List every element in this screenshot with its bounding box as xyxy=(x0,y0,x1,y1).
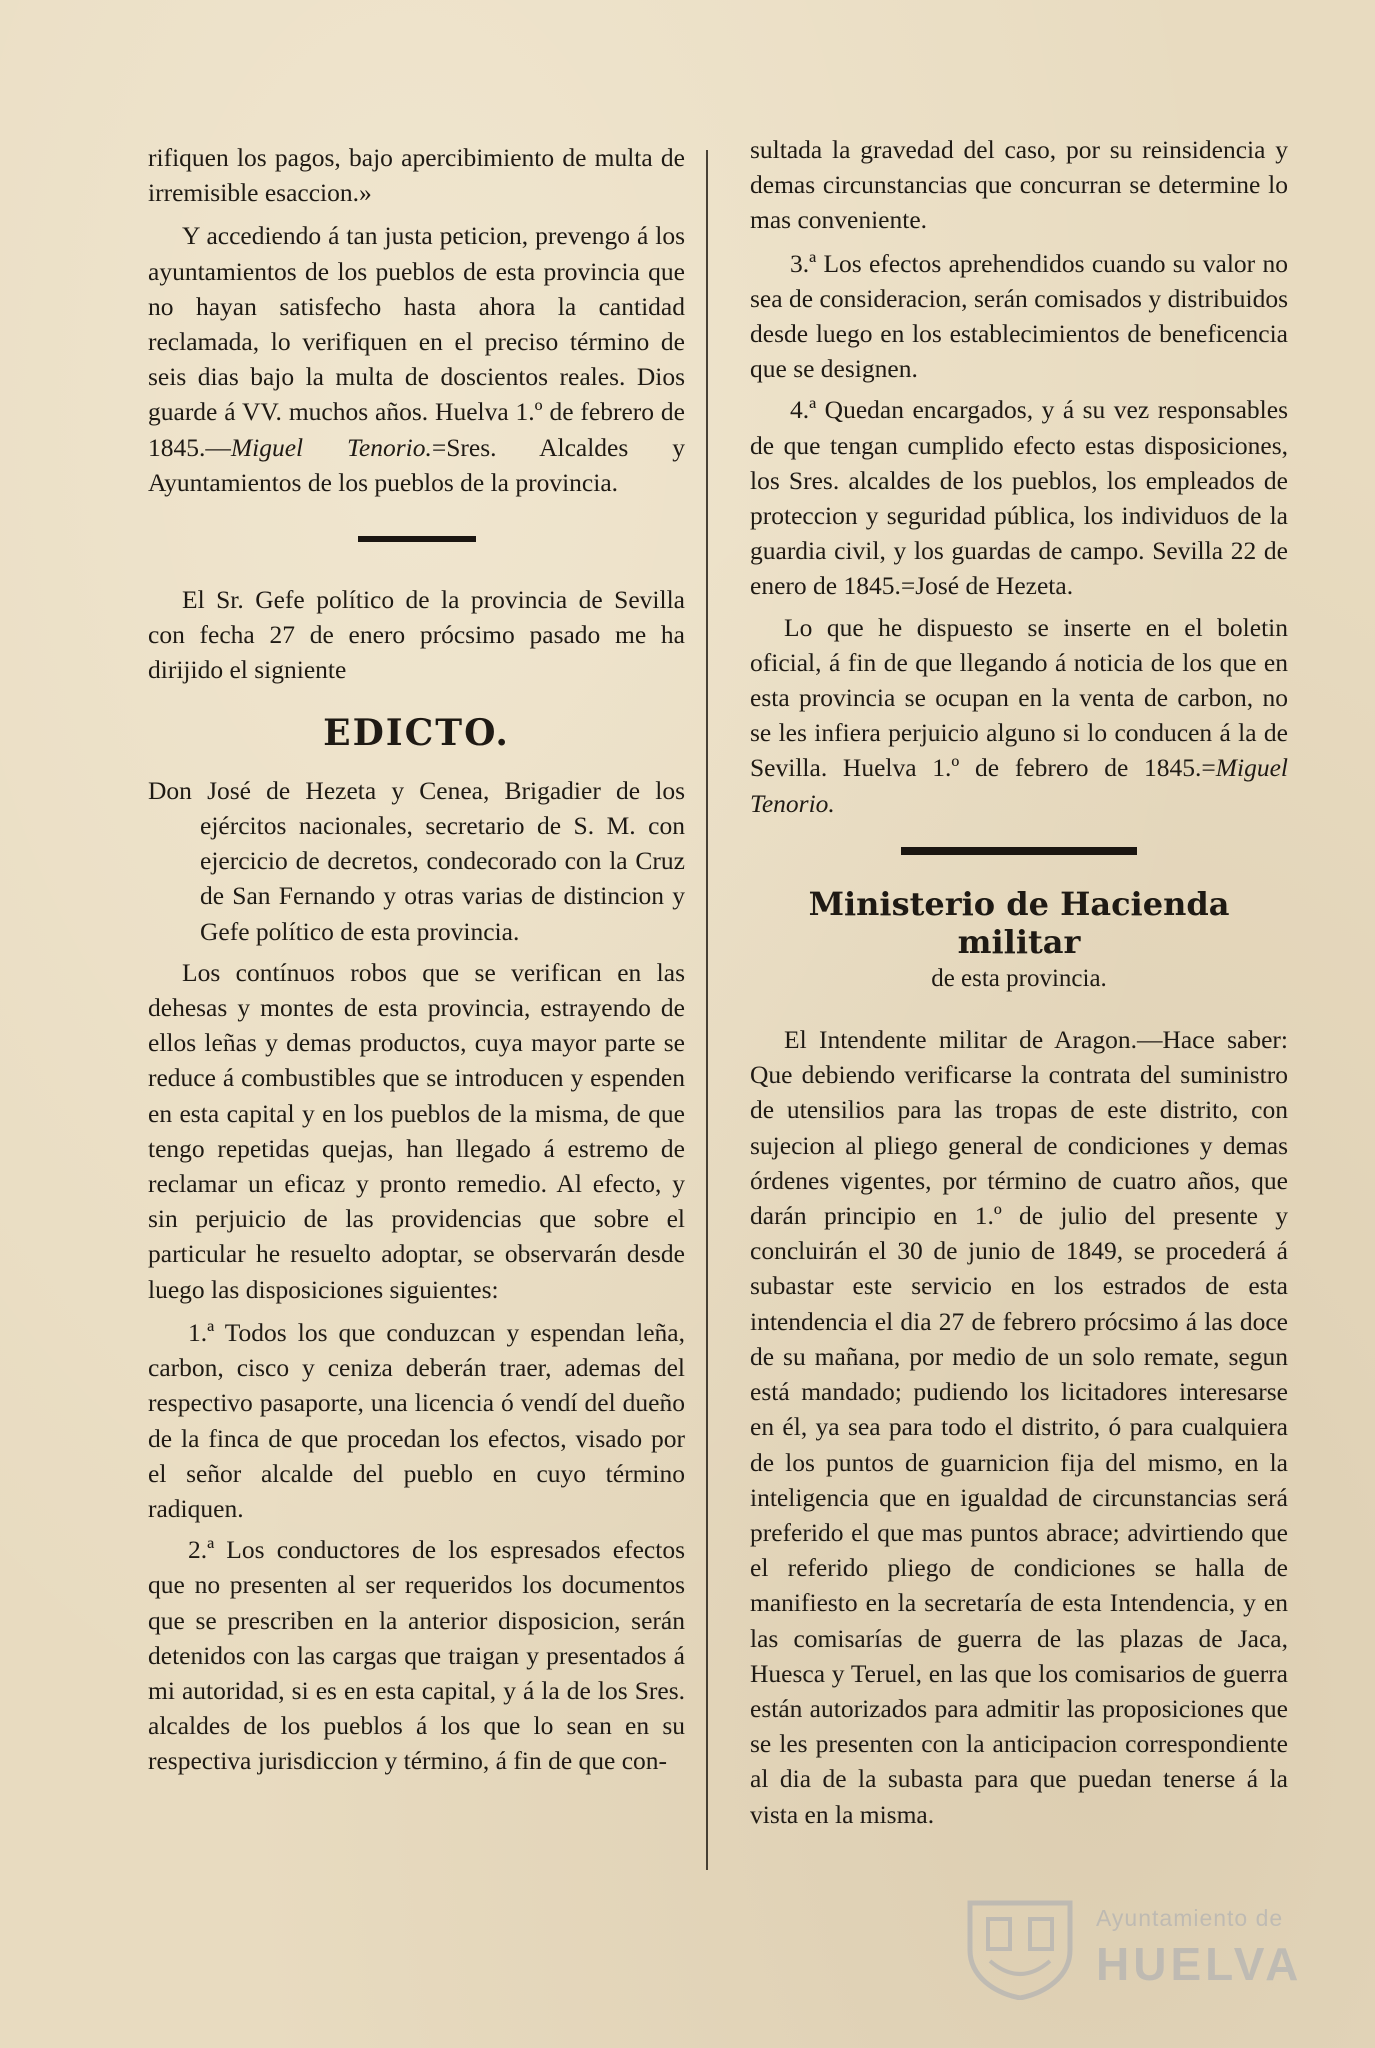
paragraph-don-jose: Don José de Hezeta y Cenea, Brigadier de los ejércitos nacionales, secretario de S. M. con ejercicio de decretos, condecorado con la Cruz de San Fernando y otras varias de distincion y Gefe político de esta provincia. xyxy=(148,775,685,946)
paragraph-robos: Los contínuos robos que se verifican en las dehesas y montes de esta provincia, estrayendo de ellos leñas y demas productos, cuya mayor parte se reduce á combustibles que se introducen y espenden en esta capital y en los pueblos de la misma, de que tengo repetidas quejas, han llegado á estremo de reclamar un eficaz y pronto remedio. Al efecto, y sin perjuicio de las providencias que sobre el particular he resuelto adoptar, se observarán desde luego las disposiciones siguientes: xyxy=(148,957,685,1304)
paragraph-boletin xyxy=(750,610,1288,821)
left-column xyxy=(148,140,685,1785)
section-divider xyxy=(358,536,476,542)
disposition-3: 3.ª Los efectos aprehendidos cuando su valor no sea de consideracion, serán comisados y distribuidos desde luego en los establecimientos de beneficencia que se designen. xyxy=(750,248,1288,384)
paragraph-text: Lo que he dispuesto se inserte en el boletin oficial, á fin de que llegando á noticia de los que en esta provincia se ocupan en la venta de carbon, no se les infiera perjuicio alguno si lo conducen á la de Sevilla. Huelva 1.º de febrero de 1845.= xyxy=(750,612,1288,783)
section-title: Ministerio de Hacienda militar xyxy=(808,884,1230,961)
paragraph-text: Y accediendo á tan justa peticion, prevengo á los ayuntamientos de los pueblos de esta provincia que no hayan satisfecho hasta ahora la cantidad reclamada, lo verifiquen en el preciso término de seis dias bajo la multa de doscientos reales. Dios guarde á VV. muchos años. Huelva 1.º de febrero de 1845.— xyxy=(148,221,685,462)
disposition-2: 2.ª Los conductores de los espresados efectos que no presenten al ser requeridos los documentos que se prescriben en la anterior disposicion, serán detenidos con las cargas que traigan y presentados á mi autoridad, si es en esta capital, y á la de los Sres. alcaldes de los pueblos á los que lo sean en su respectiva jurisdiccion y término, á fin de que con- xyxy=(148,1535,685,1776)
watermark xyxy=(960,1895,1303,2005)
section-divider xyxy=(901,847,1137,855)
disposition-4: 4.ª Quedan encargados, y á su vez responsables de que tengan cumplido efecto estas disposiciones, los Sres. alcaldes de los pueblos, los empleados de proteccion y seguridad pública, los individuos de la guardia civil, y los guardas de campo. Sevilla 22 de enero de 1845.=José de Hezeta. xyxy=(750,395,1288,601)
watermark-line-1: Ayuntamiento de xyxy=(1096,1905,1284,1931)
right-column xyxy=(750,132,1288,1840)
paragraph-gefe-politico: El Sr. Gefe político de la provincia de Sevilla con fecha 27 de enero prócsimo pasado me ha dirijido el signiente xyxy=(148,585,685,685)
paragraph-intendente: El Intendente militar de Aragon.—Hace saber: Que debiendo verificarse la contrata del suministro de utensilios para las tropas de este distrito, con sujecion al pliego general de condiciones y demas órdenes vigentes, por término de cuatro años, que darán principio en 1.º de julio del presente y concluirán el 30 de junio de 1849, se procederá á subastar este servicio en los estrados de esta intendencia el dia 27 de febrero prócsimo á las doce de su mañana, por medio de un solo remate, segun está mandado; pudiendo los licitadores interesarse en él, ya sea para todo el distrito, ó para cualquiera de los puntos de guarnicion fija del mismo, en la inteligencia que en igualdad de circunstancias será preferido el que mas puntos abrace; advirtiendo que el referido pliego de condiciones se halla de manifiesto en la secretaría de esta Intendencia, y en las comisarías de guerra de las plazas de Jaca, Huesca y Teruel, en las que los comisarios de guerra están autorizados para admitir las proposiciones que se les presenten con la anticipacion correspondiente al dia de la subasta para que puedan tenerse á la vista en la misma. xyxy=(750,1025,1288,1829)
section-subtitle: de esta provincia. xyxy=(931,964,1107,992)
edict-title: EDICTO. xyxy=(323,711,510,754)
signature-tenorio: Miguel Tenorio. xyxy=(750,753,1288,818)
disposition-1: 1.ª Todos los que conduzcan y espendan leña, carbon, cisco y ceniza deberán traer, ademas del respectivo pasaporte, una licencia ó vendí del dueño de la finca de que procedan los efectos, visado por el señor alcalde del pueblo en cuyo término radiquen. xyxy=(148,1317,685,1523)
paragraph-continuation-right: sultada la gravedad del caso, por su reinsidencia y demas circunstancias que concurran se determine lo mas conveniente. xyxy=(750,135,1288,235)
column-separator xyxy=(706,150,708,1870)
watermark-line-2: HUELVA xyxy=(1096,1938,1303,1990)
paragraph-continuation: rifiquen los pagos, bajo apercibimiento de multa de irremisible esaccion.» xyxy=(148,143,685,208)
coat-of-arms-icon xyxy=(960,1895,1080,2000)
paragraph-tail: =Sres. Alcaldes y Ayuntamientos de los pueblos de la provincia. xyxy=(148,432,685,497)
paragraph-ayuntamientos xyxy=(148,218,685,500)
signature-tenorio: Miguel Tenorio. xyxy=(230,432,432,462)
